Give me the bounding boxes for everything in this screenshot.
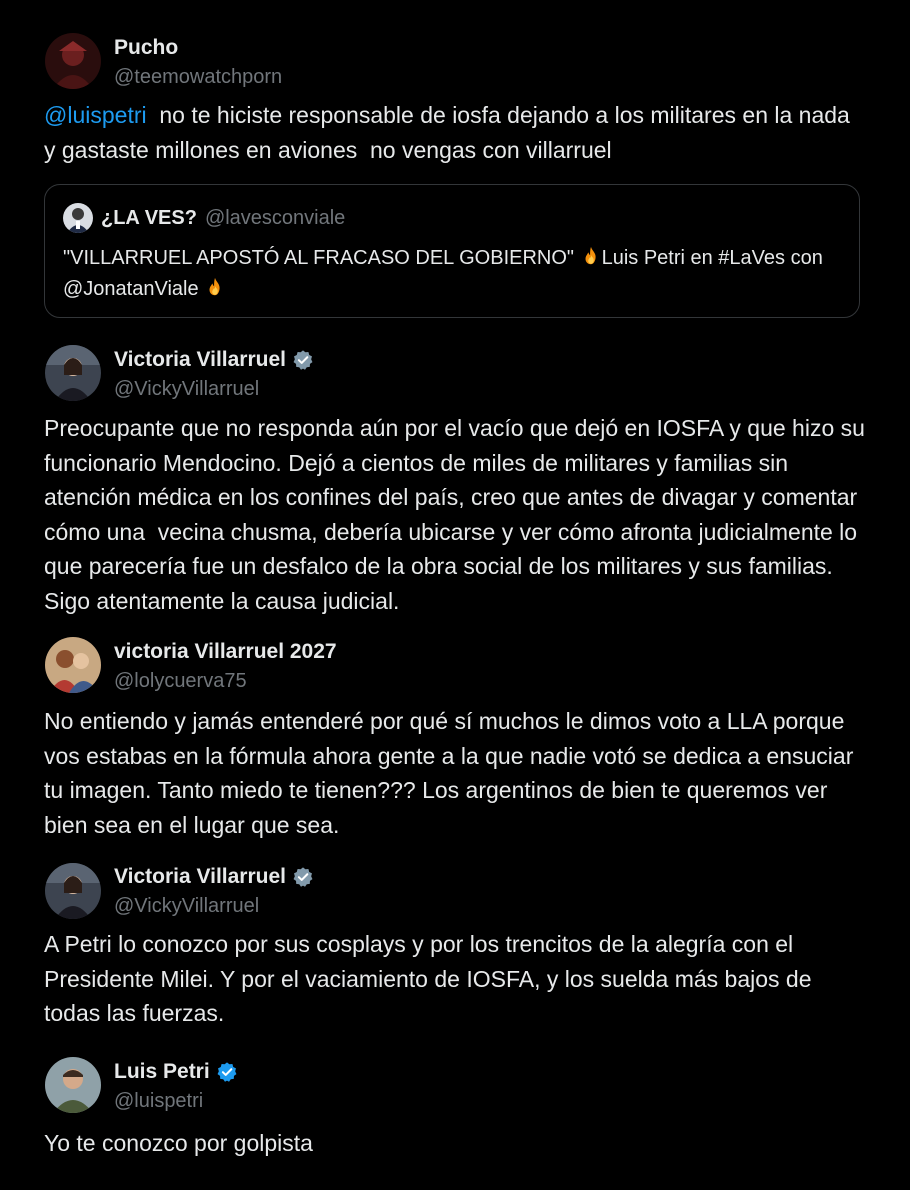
profile-photo-icon xyxy=(45,345,101,401)
tweet-victoria-villarruel-2[interactable] xyxy=(0,855,910,1050)
mention-link[interactable]: @luispetri xyxy=(44,102,147,128)
gray-check-badge-icon xyxy=(292,866,314,888)
avatar[interactable] xyxy=(45,1057,101,1113)
tweet-text: A Petri lo conozco por sus cosplays y por los trencitos de la alegría con el Presidente Milei. Y por el vaciamiento de IOSFA, y los suelda más bajos de todas las fuerzas. xyxy=(44,931,818,1026)
tweet-victoria-villarruel-1[interactable] xyxy=(0,330,910,630)
tweet-lolycuerva75[interactable] xyxy=(0,630,910,855)
quote-text-part1: "VILLARRUEL APOSTÓ AL FRACASO DEL GOBIERNO" xyxy=(63,247,580,269)
author-handle[interactable]: @lolycuerva75 xyxy=(114,670,247,692)
profile-photo-icon xyxy=(63,203,93,233)
tweet-pucho[interactable] xyxy=(0,0,910,330)
author-handle[interactable]: @teemowatchporn xyxy=(114,66,283,88)
quoted-tweet-card[interactable] xyxy=(44,184,860,318)
tweet-text: Yo te conozco por golpista xyxy=(44,1130,313,1156)
quote-avatar[interactable] xyxy=(63,203,93,233)
tweet-text-body: no te hiciste responsable de iosfa dejando a los militares en la nada y gastaste millones en aviones no vengas con villarruel xyxy=(44,102,857,163)
profile-photo-icon xyxy=(45,863,101,919)
author-name[interactable]: Pucho xyxy=(114,36,179,59)
profile-photo-icon xyxy=(45,1057,101,1113)
tweet-text: Preocupante que no responda aún por el vacío que dejó en IOSFA y que hizo su funcionario Mendocino. Dejó a cientos de miles de militares y familias sin atención médica en los confines del país, creo que antes de divagar y comentar cómo una vecina chusma, debería ubicarse y ver cómo afronta judicialmente lo que parecería fue un desfalco de la obra social de los militares y sus familias. Sigo atentamente la causa judicial. xyxy=(44,415,872,614)
tweet-luis-petri[interactable] xyxy=(0,1050,910,1190)
blue-check-badge-icon xyxy=(216,1061,238,1083)
gray-check-badge-icon xyxy=(292,349,314,371)
quote-text xyxy=(63,243,853,305)
profile-photo-icon xyxy=(45,637,101,693)
profile-photo-icon xyxy=(45,33,101,89)
tweet-text: No entiendo y jamás entenderé por qué sí muchos le dimos voto a LLA porque vos estabas en la fórmula ahora gente a la que nadie votó se dedica a ensuciar tu imagen. Tanto miedo te tienen??? Los argentinos de bien te queremos ver bien sea en el lugar que sea. xyxy=(44,708,860,838)
fire-icon xyxy=(204,276,226,298)
author-name[interactable]: Luis Petri xyxy=(114,1060,210,1083)
avatar[interactable] xyxy=(45,33,101,89)
author-handle[interactable]: @VickyVillarruel xyxy=(114,895,260,917)
avatar[interactable] xyxy=(45,637,101,693)
quote-author-handle: @lavesconviale xyxy=(204,207,346,229)
tweet-text xyxy=(44,98,864,167)
author-name[interactable]: Victoria Villarruel xyxy=(114,348,286,371)
author-handle[interactable]: @luispetri xyxy=(114,1090,204,1112)
author-handle[interactable]: @VickyVillarruel xyxy=(114,378,260,400)
avatar[interactable] xyxy=(45,863,101,919)
quote-text-part2: Luis Petri en #LaVes con @JonatanViale xyxy=(63,247,823,300)
author-name[interactable]: Victoria Villarruel xyxy=(114,865,286,888)
fire-icon xyxy=(580,245,602,267)
avatar[interactable] xyxy=(45,345,101,401)
author-name[interactable]: victoria Villarruel 2027 xyxy=(114,640,337,663)
quote-author-name: ¿LA VES? xyxy=(101,207,197,229)
